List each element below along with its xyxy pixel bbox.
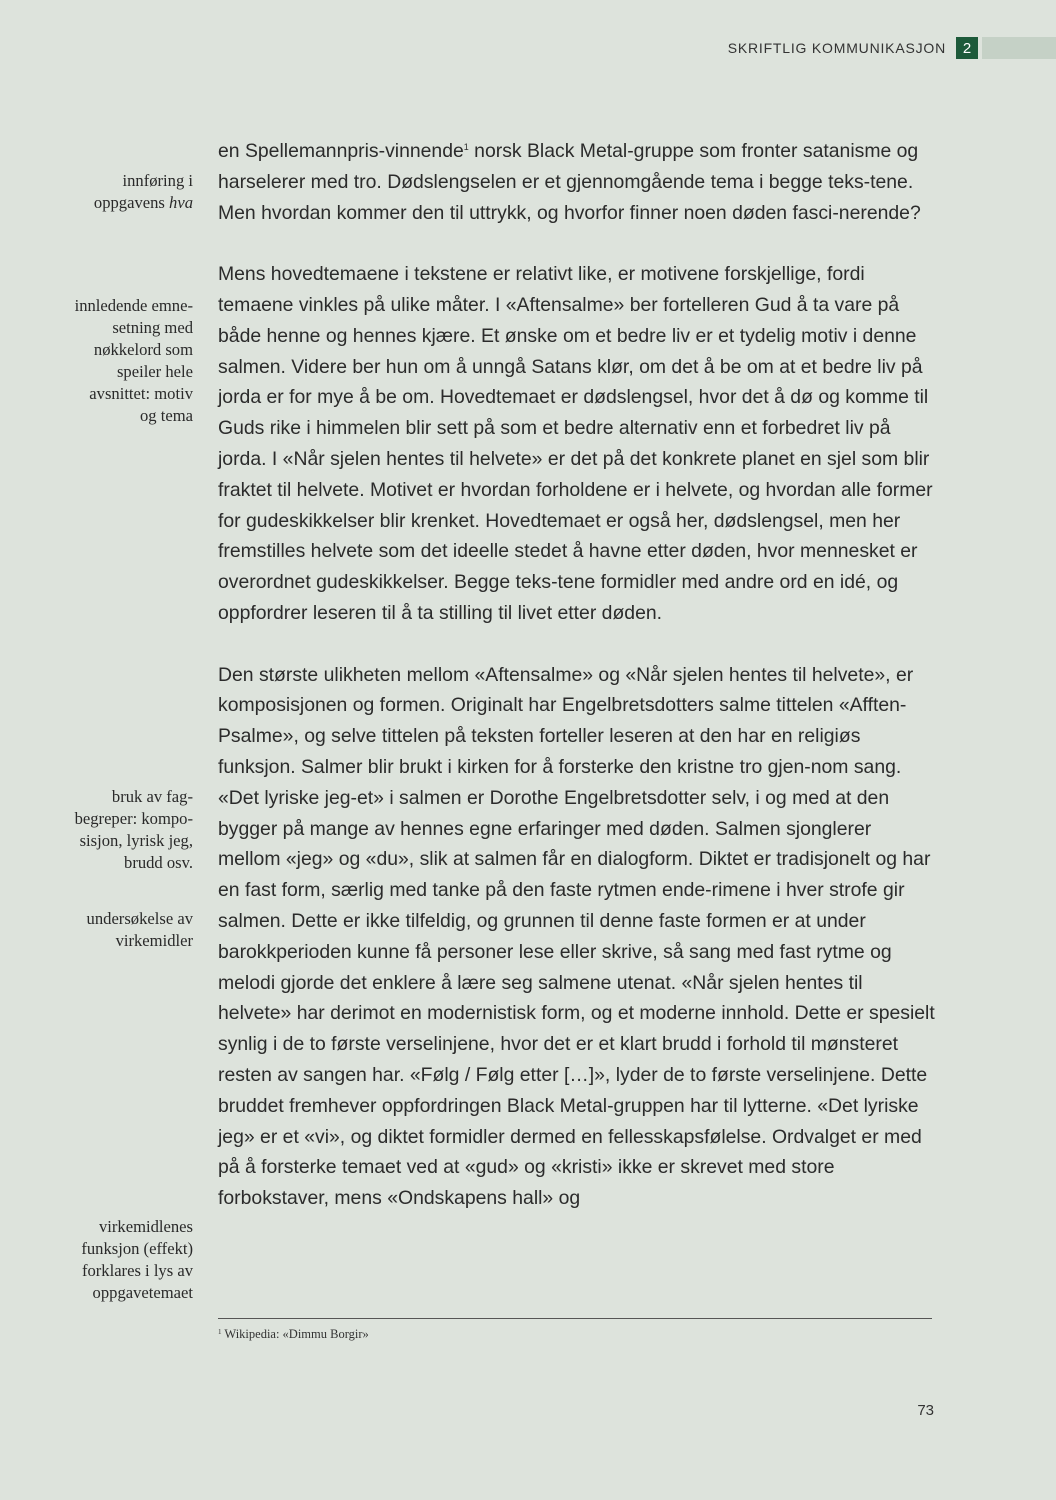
- margin-note-intro-line2: oppgavens: [93, 193, 170, 212]
- paragraph-1: [218, 136, 938, 228]
- footnote-reference[interactable]: 1: [463, 142, 469, 152]
- paragraph-1-start: en Spellemannpris-vinnende: [218, 140, 464, 162]
- margin-note-intro-emphasis: hva: [169, 193, 193, 212]
- page-number: 73: [917, 1402, 934, 1419]
- margin-note-topic-sentence: innledende emne- setning med nøkkelord som speiler hele avsnittet: motiv og tema: [74, 296, 193, 425]
- margin-note-devices: undersøkelse av virkemidler: [86, 909, 193, 950]
- chapter-number-badge: 2: [956, 37, 978, 59]
- footnote-number: 1: [218, 1328, 222, 1336]
- footnote-divider: [218, 1318, 932, 1319]
- header-accent-bar: [982, 37, 1056, 59]
- footnote: [218, 1327, 369, 1342]
- margin-note-intro: [23, 170, 193, 214]
- paragraph-3: Den største ulikheten mellom «Aftensalme» og «Når sjelen hentes til helvete», er komposisjonen og formen. Originalt har Engelbretsdotters salme tittelen «Afften-Psalme», og selve tittelen på teksten forteller leseren at den har en religiøs funksjon. Salmer blir brukt i kirken for å forsterke den kristne tro gjen-nom sang. «Det lyriske jeg-et» i salmen er Dorothe Engelbretsdotter selv, i og med at den bygger på mange av hennes egne erfaringer med døden. Salmen sjonglerer mellom «jeg» og «du», slik at salmen får en dialogform. Diktet er tradisjonelt og har en fast form, særlig med tanke på den faste rytmen ende-rimene i hver strofe gir salmen. Dette er ikke tilfeldig, og grunnen til denne faste formen er at under barokkperioden kunne få personer lese eller skrive, så sang med fast rytme og melodi gjorde det enklere å lære seg salmene utenat. «Når sjelen hentes til helvete» har derimot en modernistisk form, og et moderne innhold. Dette er spesielt synlig i de to første verselinjene, hvor det er et klart brudd i forhold til mønsteret resten av sangen har. «Følg / Følg etter […]», lyder de to første verselinjene. Dette bruddet fremhever oppfordringen Black Metal-gruppen har til lytterne. «Det lyriske jeg» er et «vi», og diktet formidler dermed en fellesskapsfølelse. Ordvalget er med på å forsterke temaet ved at «gud» og «kristi» ikke er skrevet med store forbokstaver, mens «Ondskapens hall» og: [218, 663, 935, 1210]
- margin-note-terminology: bruk av fag- begreper: kompo- sisjon, lyrisk jeg, brudd osv.: [74, 787, 193, 872]
- running-header-title: SKRIFTLIG KOMMUNIKASJON: [727, 40, 946, 56]
- paragraph-1-rest: norsk Black Metal-gruppe som fronter satanisme og harselerer med tro. Dødslengselen er et gjennomgående tema i begge teks-tene. Men hvordan kommer den til uttrykk, og hvorfor finner noen døden fasci-nerende?: [218, 140, 921, 224]
- body-text: [218, 136, 938, 1245]
- margin-note-effects: virkemidlenes funksjon (effekt) forklares i lys av oppgavetemaet: [81, 1217, 193, 1302]
- margin-note-intro-line1: innføring i: [122, 171, 193, 190]
- running-header: [728, 36, 1056, 60]
- footnote-text: Wikipedia: «Dimmu Borgir»: [221, 1327, 369, 1341]
- paragraph-2: Mens hovedtemaene i tekstene er relativt like, er motivene forskjellige, fordi temaene vinkles på ulike måter. I «Aftensalme» ber fortelleren Gud å ta vare på både henne og hennes kjære. Et ønske om et bedre liv er et tydelig motiv i denne salmen. Videre ber hun om å unngå Satans klør, om det å be om at et bedre liv på jorda er for mye å be om. Hovedtemaet er dødslengsel, hvor det å dø og komme til Guds rike i himmelen blir sett på som et bedre alternativ enn et forbedret liv på jorda. I «Når sjelen hentes til helvete» er det på det konkrete planet en sjel som blir fraktet til helvete. Motivet er hvordan forholdene er i helvete, og hvordan alle former for gudeskikkelser blir krenket. Hovedtemaet er også her, dødslengsel, men her fremstilles helvete som det ideelle stedet å havne etter døden, hvor mennesket er overordnet gudeskikkelser. Begge teks-tene formidler med andre ord en idé, og oppfordrer leseren til å ta stilling til livet etter døden.: [218, 263, 933, 624]
